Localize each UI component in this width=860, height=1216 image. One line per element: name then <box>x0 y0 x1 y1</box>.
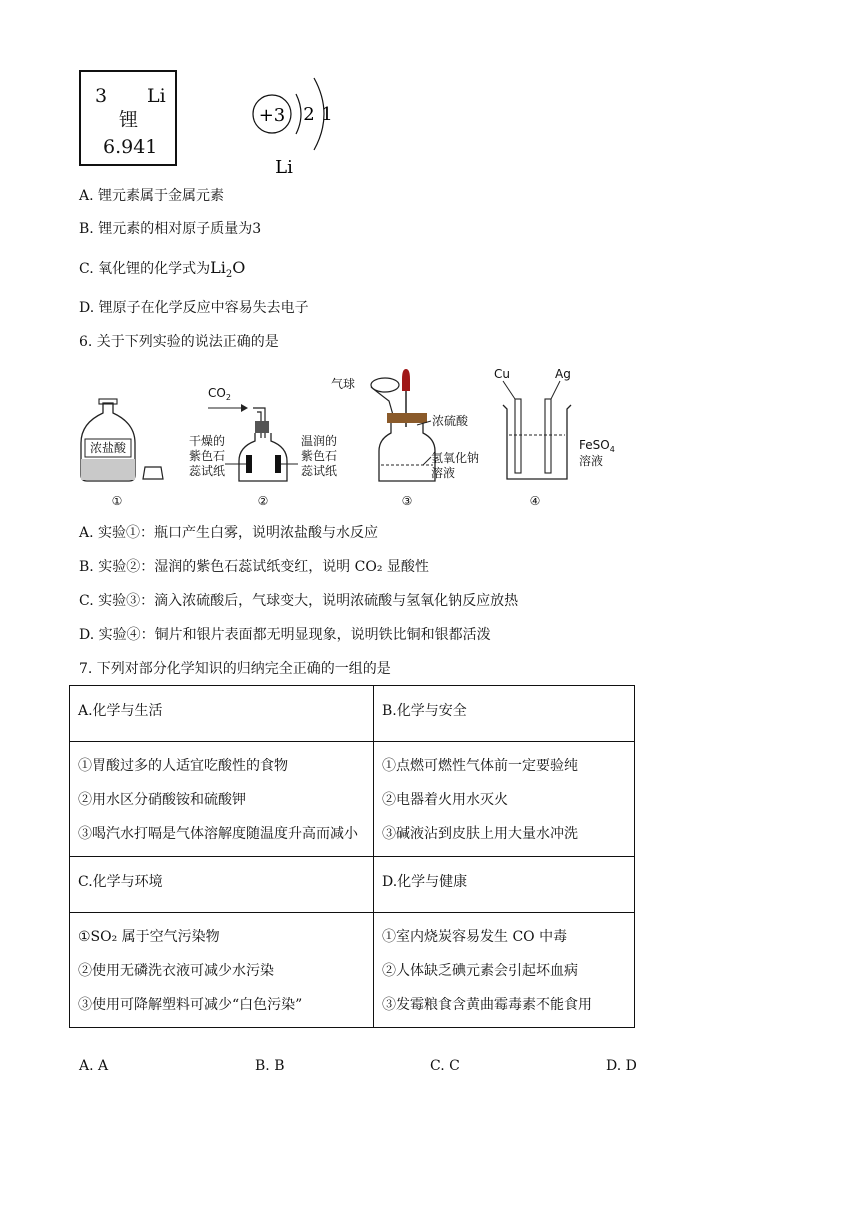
q7-answer-a: A. A <box>79 1058 109 1074</box>
exp2-right-label-1: 温润的 <box>301 434 338 448</box>
d-item-2: ②人体缺乏碘元素会引起坏血病 <box>382 963 578 979</box>
c-item-3: ③使用可降解塑料可减少“白色污染” <box>78 997 303 1013</box>
exp2-left-label-3: 蕊试纸 <box>189 464 226 478</box>
element-name: 锂 <box>119 109 139 131</box>
a-item-3: ③喝汽水打嗝是气体溶解度随温度升高而减小 <box>78 826 358 842</box>
d-item-1: ①室内烧炭容易发生 CO 中毒 <box>382 929 568 945</box>
experiment-figure <box>75 365 635 515</box>
exp4-ag-label: Ag <box>555 367 571 381</box>
q5-option-c-text: C. 氧化锂的化学式为 <box>79 261 211 277</box>
q5-option-b: B. 锂元素的相对原子质量为3 <box>79 221 262 237</box>
exp2-left-label-2: 紫色石 <box>189 449 226 463</box>
silver-strip <box>545 399 551 473</box>
exp3-solution-label-1: 氢氧化钠 <box>431 451 480 465</box>
exp4-number: ④ <box>529 494 541 508</box>
q6-option-b: B. 实验②：湿润的紫色石蕊试纸变红，说明 CO₂ 显酸性 <box>79 559 429 575</box>
q7-stem: 7. 下列对部分化学知识的归纳完全正确的一组的是 <box>79 661 391 677</box>
q6-option-c: C. 实验③：滴入浓硫酸后，气球变大，说明浓硫酸与氢氧化钠反应放热 <box>79 593 519 609</box>
q5-option-c <box>79 258 245 285</box>
knowledge-table <box>69 685 635 1028</box>
copper-strip <box>515 399 521 473</box>
q6-option-a: A. 实验①：瓶口产生白雾，说明浓盐酸与水反应 <box>79 525 379 541</box>
cell-b-title: B.化学与安全 <box>374 686 635 742</box>
atomic-mass: 6.941 <box>103 136 158 158</box>
b-item-2: ②电器着火用水灭火 <box>382 792 508 808</box>
cell-a-title: A.化学与生活 <box>70 686 374 742</box>
q7-answer-b: B. B <box>255 1058 285 1074</box>
a-item-1: ①胃酸过多的人适宜吃酸性的食物 <box>78 758 288 774</box>
element-symbol: Li <box>147 85 166 107</box>
q5-option-a: A. 锂元素属于金属元素 <box>79 188 225 204</box>
li2o-formula: $Li_2O$ <box>210 258 246 281</box>
c-item-1: ①SO₂ 属于空气污染物 <box>78 929 220 945</box>
cell-d-title: D.化学与健康 <box>374 857 635 913</box>
experiment-4 <box>494 367 615 508</box>
b-item-1: ①点燃可燃性气体前一定要验纯 <box>382 758 578 774</box>
exp4-solution-formula: FeSO$_4$ <box>579 438 615 454</box>
rubber-stopper <box>387 413 427 423</box>
exp1-bottle-label: 浓盐酸 <box>89 441 127 455</box>
exp2-right-label-3: 蕊试纸 <box>301 464 338 478</box>
cell-c-items <box>70 913 374 1028</box>
q6-option-d: D. 实验④：铜片和银片表面都无明显现象，说明铁比铜和银都活泼 <box>79 627 491 643</box>
shell-1-electrons: 2 <box>303 104 315 125</box>
stopper-icon <box>143 467 163 479</box>
experiment-3 <box>331 369 479 508</box>
exp3-number: ③ <box>401 494 413 508</box>
q7-answer-d: D. D <box>606 1058 637 1074</box>
exp3-solution-label-2: 溶液 <box>431 466 456 480</box>
element-card <box>79 70 177 166</box>
c-item-2: ②使用无磷洗衣液可减少水污染 <box>78 963 274 979</box>
exp4-solution-label: 溶液 <box>579 454 604 468</box>
cell-d-items <box>374 913 635 1028</box>
q6-stem: 6. 关于下列实验的说法正确的是 <box>79 334 279 350</box>
b-item-3: ③碱液沾到皮肤上用大量水冲洗 <box>382 826 578 842</box>
exp4-cu-label: Cu <box>494 367 510 381</box>
nucleus-charge: +3 <box>258 105 286 126</box>
a-item-2: ②用水区分硝酸铵和硫酸钾 <box>78 792 246 808</box>
experiment-2 <box>189 386 337 508</box>
exp2-right-label-2: 紫色石 <box>301 449 338 463</box>
atomic-number: 3 <box>95 85 108 107</box>
experiment-1 <box>81 399 163 508</box>
d-item-3: ③发霉粮食含黄曲霉毒素不能食用 <box>382 997 592 1013</box>
exp2-left-label-1: 干燥的 <box>189 434 226 448</box>
exp1-number: ① <box>111 494 123 508</box>
dropper-bulb <box>402 369 410 391</box>
q5-option-d: D. 锂原子在化学反应中容易失去电子 <box>79 300 309 316</box>
exp2-number: ② <box>257 494 269 508</box>
atom-label: Li <box>275 157 293 178</box>
q7-answer-c: C. C <box>430 1058 460 1074</box>
exp2-gas-label: $CO_2$ <box>208 386 231 402</box>
shell-2-electrons: 1 <box>321 104 333 125</box>
cell-b-items <box>374 742 635 857</box>
atom-structure-diagram <box>250 72 350 182</box>
cell-c-title: C.化学与环境 <box>70 857 374 913</box>
shell-arc-1 <box>296 94 301 134</box>
exp3-balloon-label: 气球 <box>331 377 356 391</box>
cell-a-items <box>70 742 374 857</box>
exp3-acid-label: 浓硫酸 <box>432 414 469 428</box>
